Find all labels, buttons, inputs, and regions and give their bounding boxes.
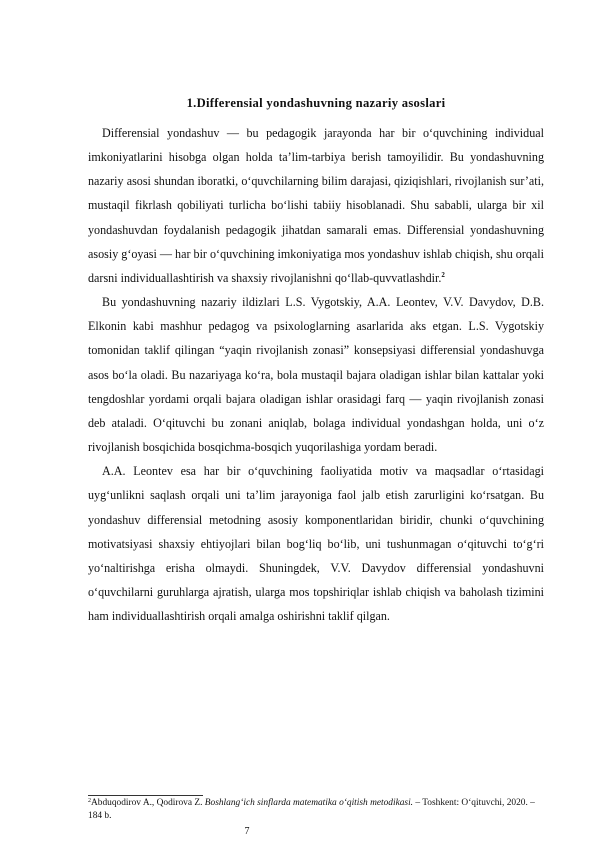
footnote-book-title: Boshlang‘ich sinflarda matematika o‘qitish metodikasi. <box>204 798 414 808</box>
paragraph-2-text: Bu yondashuvning nazariy ildizlari L.S. Vygotskiy, A.A. Leontev, V.V. Davydov, D.B. Elkonin kabi mashhur pedagog va psixologlarning asarlarida aks etgan. L.S. Vygotskiy tomonidan taklif qilingan “yaqin rivojlanish zonasi” konsepsiyasi differensial yondashuvga asos bo‘la oladi. Bu nazariyaga ko‘ra, bola mustaqil bajara oladigan ishlar bilan kattalar yoki tengdoshlar yordami orqali bajara oladigan ishlar orasidagi farq — yaqin rivojlanish zonasi deb ataladi. O‘qituvchi bu zonani aniqlab, bolaga individual yondashgan holda, uni o‘z rivojlanish bosqichida bosqichma-bosqich yuqorilashiga yordam beradi. <box>88 295 544 455</box>
footnote <box>88 797 544 823</box>
footnote-number: 2 <box>88 798 91 804</box>
page-number: 7 <box>244 826 250 837</box>
paragraph-1-text: Differensial yondashuv — bu pedagogik jarayonda har bir o‘quvchining individual imkoniyatlarini hisobga olgan holda ta’lim-tarbiya berish tamoyilidir. Bu yondashuvning nazariy asosi shundan iboratki, o‘quvchilarning bilim darajasi, qiziqishlari, rivojlanish sur’ati, mustaqil fikrlash qobiliyati turlicha bo‘lishi tabiiy hisoblanadi. Shu sababli, ularga bir xil yondashuvdan foydalanish pedagogik jihatdan samarali emas. Differensial yondashuvning asosiy g‘oyasi — har bir o‘quvchining imkoniyatiga mos yondashuv ishlab chiqish, shu orqali darsni individuallashtirish va shaxsiy rivojlanishni qo‘llab-quvvatlashdir. <box>88 126 544 285</box>
section-title: 1.Differensial yondashuvning nazariy asoslari <box>186 96 446 110</box>
footnote-authors: Abduqodirov A., Qodirova Z. <box>91 798 205 808</box>
footnote-publication: – Toshkent: O‘qituvchi, 2020. – 184 b. <box>88 798 535 821</box>
paragraph-3-text: A.A. Leontev esa har bir o‘quvchining faoliyatida motiv va maqsadlar o‘rtasidagi uyg‘unlikni saqlash orqali uni ta’lim jarayoniga faol jalb etish zarurligini ko‘rsatgan. Bu yondashuv differensial metodning asosiy komponentlaridan biridir, chunki o‘quvchining motivatsiyasi shaxsiy ehtiyojlari bilan bog‘liq bo‘lib, uni tushunmagan o‘qituvchi to‘g‘ri yo‘naltirishga erisha olmaydi. Shuningdek, V.V. Davydov differensial yondashuvni o‘quvchilarni guruhlarga ajratish, ularga mos topshiriqlar ishlab chiqish va baholash tizimini ham individuallashtirish orqali amalga oshirishni taklif qilgan. <box>88 464 544 624</box>
paragraph-1 <box>88 121 544 290</box>
body-text <box>88 121 544 628</box>
paragraph-2 <box>88 290 544 459</box>
footnote-separator <box>88 795 203 796</box>
footnote-reference[interactable]: 2 <box>441 270 445 279</box>
paragraph-3 <box>88 459 544 628</box>
document-page <box>88 0 544 842</box>
